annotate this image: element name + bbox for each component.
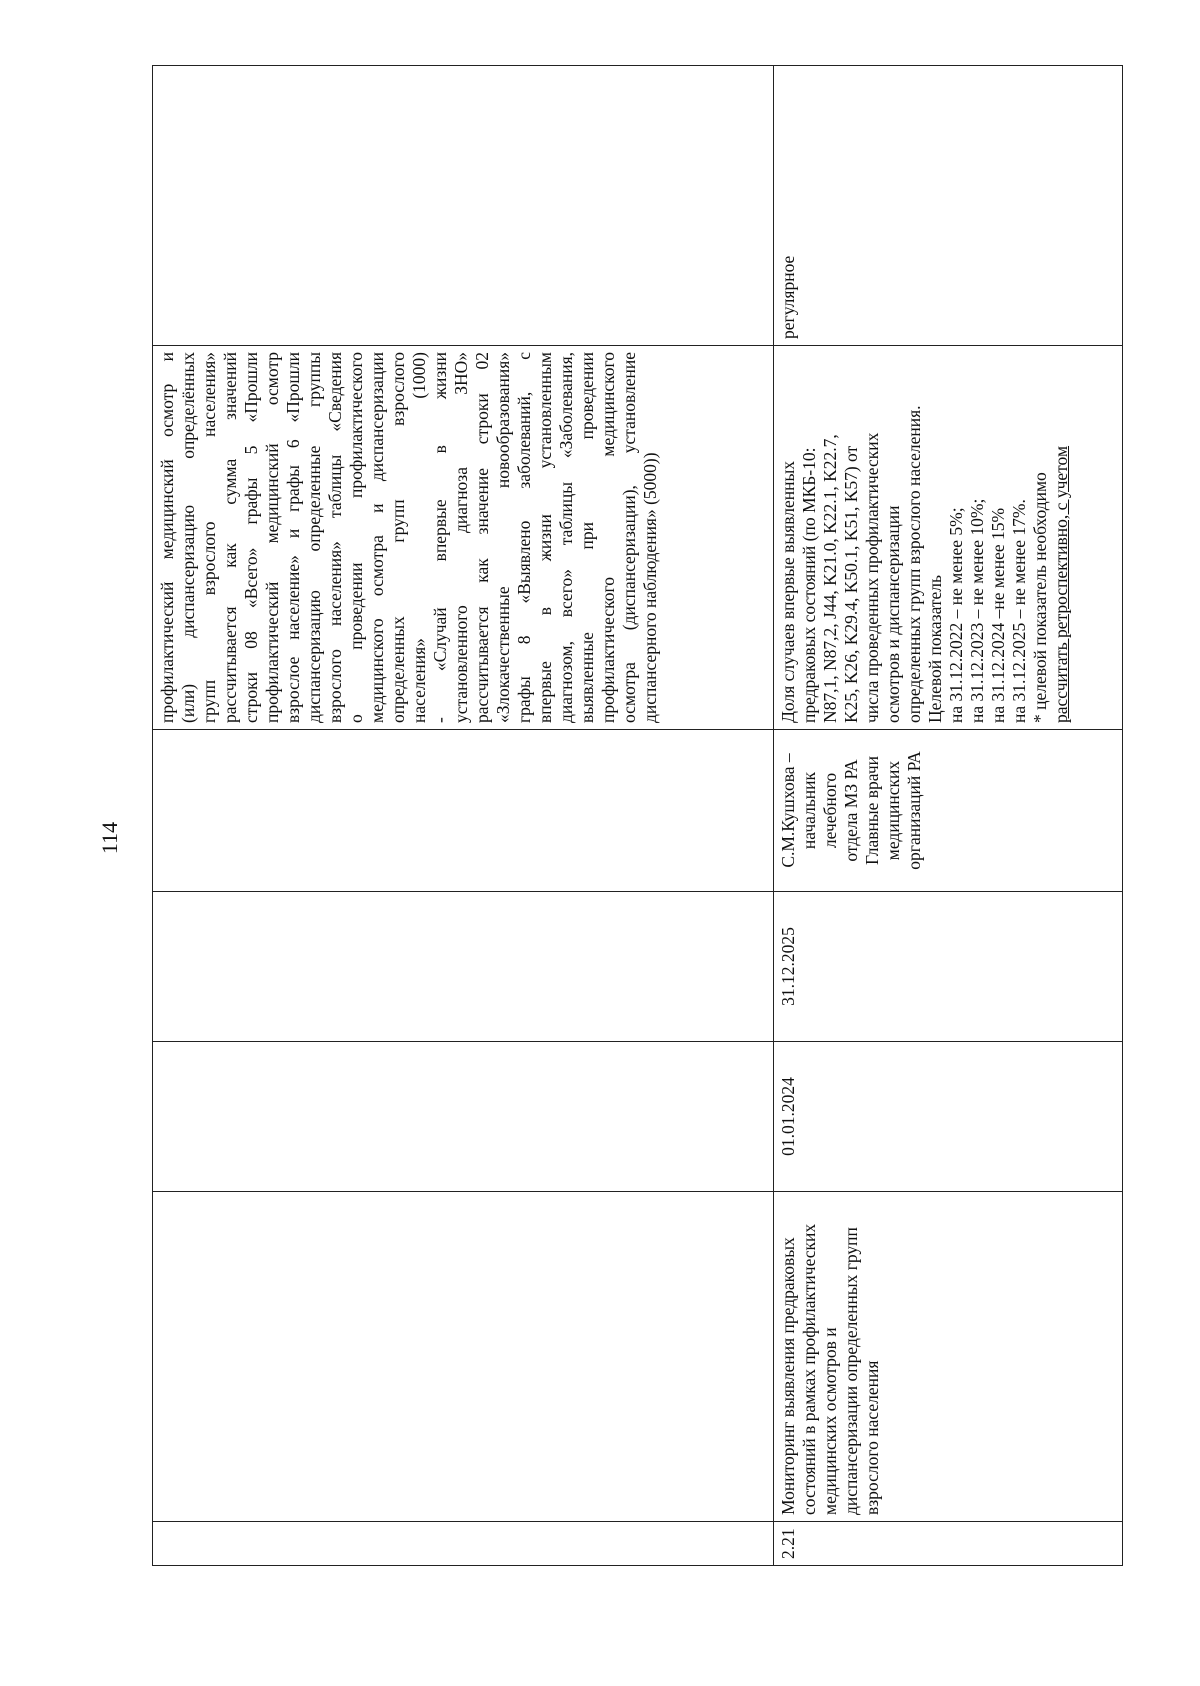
indicator-text-line: на 31.12.2025 – не менее 17%. [1009, 499, 1029, 723]
page-number: 114 [97, 821, 122, 855]
indicator-text-line: профилактический медицинский осмотр [262, 352, 282, 723]
indicator-text-line: профилактический медицинский осмотр и [157, 352, 177, 723]
cell-frequency-empty [153, 66, 774, 346]
responsible-text-line: С.М.Кушхова – [778, 753, 798, 868]
responsible-text-line: медицинских [883, 760, 903, 861]
indicator-text-line: определенных групп взрослого населения. [904, 405, 924, 723]
responsible-text-line: лечебного [820, 772, 840, 849]
cell-number-empty [153, 1522, 774, 1566]
cell-indicator [774, 346, 1123, 730]
indicator-text-line: графы 8 «Выявлено заболеваний, с [514, 352, 534, 723]
indicator-text-line: числа проведенных профилактических [862, 432, 882, 723]
cell-name-empty [153, 1192, 774, 1522]
indicator-text-line: (или) диспансеризацию определённых [178, 352, 198, 723]
table-row-2-21 [774, 66, 1123, 1566]
responsible-text-line: отдела МЗ РА [841, 759, 861, 862]
indicator-text-line: Доля случаев впервые выявленных [778, 461, 798, 723]
indicator-text-line: - «Случай впервые в жизни [430, 352, 450, 723]
responsible-text-line: организаций РА [904, 751, 924, 870]
indicator-text-line: строки 08 «Всего» графы 5 «Прошли [241, 352, 261, 723]
indicator-text-line: * целевой показатель необходимо [1030, 472, 1050, 723]
indicator-text-line: взрослое население» и графы 6 «Прошли [283, 352, 303, 723]
cell-responsible [774, 730, 1123, 892]
cell-start-date: 01.01.2024 [774, 1042, 1123, 1192]
indicator-text-line: предраковых состояний (по МКБ-10: [799, 447, 819, 723]
indicator-text-line: о проведении профилактического [346, 352, 366, 723]
indicator-text-line: впервые в жизни установленным [535, 352, 555, 723]
cell-start-empty [153, 1042, 774, 1192]
plan-table [152, 65, 1123, 1566]
indicator-text-line: взрослого населения» таблицы «Сведения [325, 352, 345, 723]
indicator-text-line-last: рассчитать ретроспективно, с учетом [1051, 445, 1071, 723]
cell-end-date: 31.12.2025 [774, 892, 1123, 1042]
responsible-text-line: Главные врачи [862, 755, 882, 866]
indicator-text-line: групп взрослого населения» [199, 352, 219, 723]
indicator-text-line: осмотров и диспансеризации [883, 505, 903, 723]
cell-activity-name: Мониторинг выявления предраковых состояний в рамках профилактических медицинских осмотров и диспансеризации определенных групп взрослого населения [774, 1192, 1123, 1522]
cell-number: 2.21 [774, 1522, 1123, 1566]
indicator-text-line: медицинского осмотра и диспансеризации [367, 352, 387, 723]
indicator-text-line: осмотра (диспансеризации), установление [619, 352, 639, 723]
indicator-text-line: Целевой показатель [925, 574, 945, 723]
indicator-text-line: «Злокачественные новообразования» [493, 352, 513, 723]
indicator-text-line: диспансеризацию определенные группы [304, 352, 324, 723]
table-row-previous [153, 66, 774, 1566]
indicator-text-line: на 31.12.2024 –не менее 15% [988, 507, 1008, 723]
indicator-text-line: установленного диагноза ЗНО» [451, 352, 471, 723]
indicator-text-line: на 31.12.2022 – не менее 5%; [946, 507, 966, 723]
indicator-text-line: N87,1, N87,2, J44, K21.0, K22.1, K22.7, [820, 434, 840, 723]
indicator-text-line: диспансерного наблюдения» (5000)) [640, 452, 660, 723]
indicator-text-line: K25, K26, K29.4, K50.1, K51, K57) от [841, 445, 861, 723]
cell-frequency: регулярное [774, 66, 1123, 346]
indicator-text-line: населения» (1000) [409, 352, 429, 723]
rotated-page [152, 66, 1118, 1566]
indicator-text-line: определенных групп взрослого [388, 352, 408, 723]
responsible-text-line: начальник [799, 771, 819, 850]
cell-end-empty [153, 892, 774, 1042]
cell-indicator-continued [153, 346, 774, 730]
indicator-text-line: профилактического медицинского [598, 352, 618, 723]
indicator-text-line: рассчитывается как сумма значений [220, 352, 240, 723]
indicator-text-line: на 31.12.2023 – не менее 10%; [967, 498, 987, 723]
indicator-text-line: рассчитывается как значение строки 02 [472, 352, 492, 723]
indicator-text-line: диагнозом, всего» таблицы «Заболевания, [556, 352, 576, 723]
cell-responsible-empty [153, 730, 774, 892]
indicator-text-line: выявленные при проведении [577, 352, 597, 723]
